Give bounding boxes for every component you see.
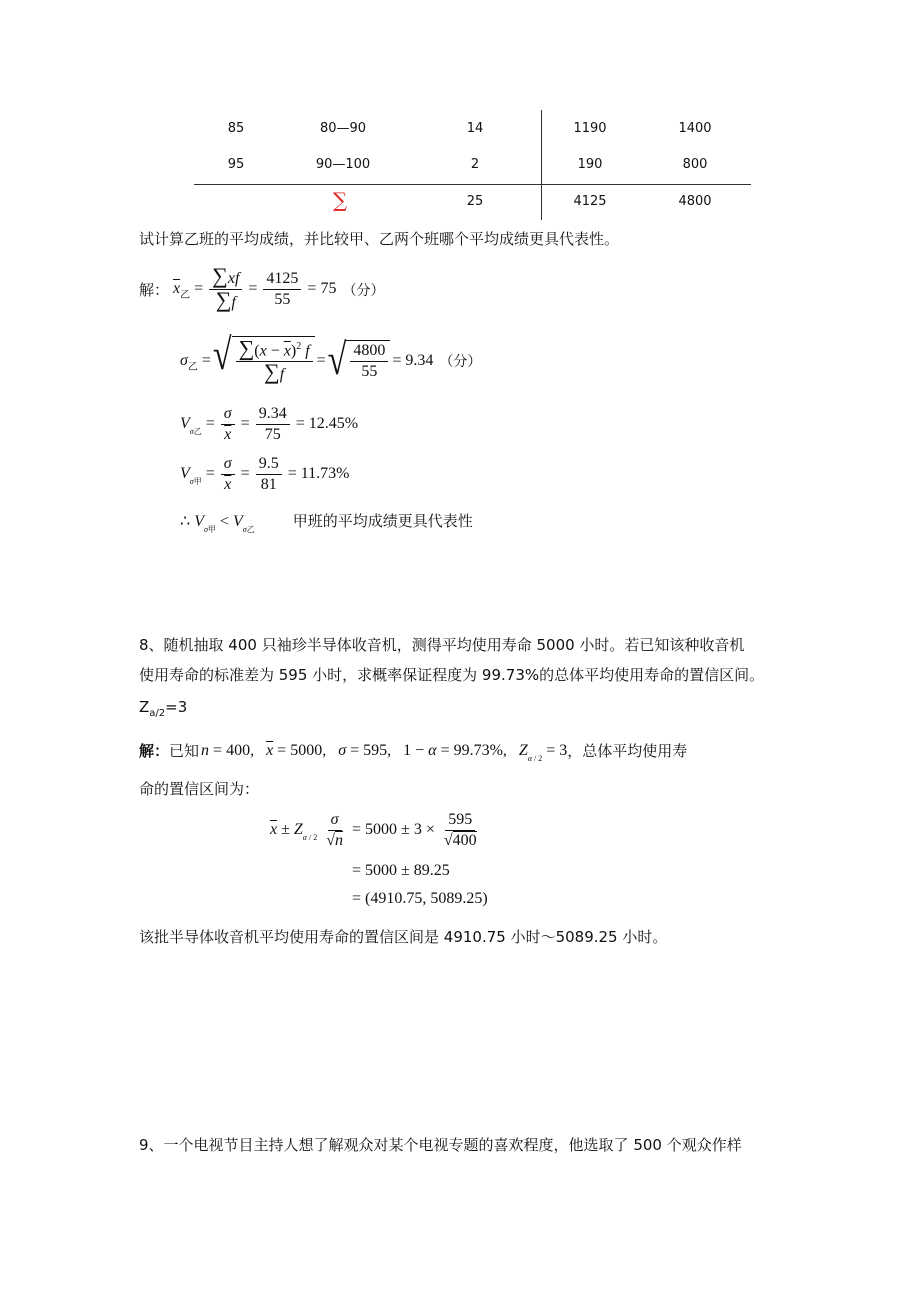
q7-mean-formula: 解： $\overline{x}_乙$ = $\frac{\sum xf}{\sum f}$ = $\frac{4125}{55}$ = 75 （分） [139,263,385,312]
q7-prompt: 试计算乙班的平均成绩，并比较甲、乙两个班哪个平均成绩更具代表性。 [139,230,620,248]
table-sum-symbol: ∑ [332,188,348,212]
solution-label: 解： [139,281,170,299]
v-yi-numerator: 9.34 [256,404,290,425]
table-cell: 25 [466,194,484,209]
z-equals: 3 [559,741,568,759]
table-cell: 1400 [678,121,712,136]
z-label: Z [139,698,150,716]
v-subscript: 甲 [193,477,202,487]
q9-line1: 9、一个电视节目主持人想了解观众对某个电视专题的喜欢程度，他选取了 500 个观众作样 [139,1136,742,1154]
table-cell: 95 [227,157,245,172]
solution-label: 解： [139,742,170,760]
q7-v-yi-formula: $V_{\sigma 乙}$ = $\frac{\sigma}{x}$ = $\frac{9.34}{75}$ = 12.45% [180,405,359,443]
table-cell: 800 [682,157,708,172]
table-cell: 1190 [573,121,607,136]
sd-denominator: 55 [361,362,378,380]
v-yi-value: 12.45% [308,415,359,433]
mean-numerator: 4125 [263,269,301,290]
q8-line1: 8、随机抽取 400 只袖珍半导体收音机，测得平均使用寿命 5000 小时。若已知该种收音机 [139,636,745,654]
table-cell: 90—100 [315,157,371,172]
v-yi-denominator: 75 [264,426,281,443]
v-subscript: 乙 [193,427,202,437]
table-cell: 85 [227,121,245,136]
sd-value: 9.34 [405,351,434,369]
known-suffix: ，总体平均使用寿 [567,742,688,760]
mean-subscript: 乙 [180,290,191,302]
z-subscript: a/2 [149,708,166,719]
table-total-rule [194,184,751,185]
n-value: 400 [226,741,251,759]
q8-line2: 使用寿命的标准差为 595 小时，求概率保证程度为 99.73%的总体平均使用寿命的置信区间。 [139,666,765,684]
table-vertical-divider [541,110,542,220]
table-cell: 2 [470,157,480,172]
mean-value: 5000 [290,741,323,759]
q8-known: 解： 已知 n = 400, $\overline{x} = 5000$, σ = 595, 1 − α = 99.73%, $Z_{\alpha / 2} = 3$ ，总体平均使用寿 [139,741,688,763]
calc-prefix: 5000 ± 3 × [365,821,435,839]
q7-v-jia-formula: $V_{\sigma 甲}$ = $\frac{\sigma}{x}$ = $\frac{9.5}{81}$ = 11.73% [180,455,350,493]
q7-sd-formula: $\sigma_乙$ = √ $\frac{\sum(x - \overline{x})^2 f}{\sum f}$ = √ $\frac{4800}{55}$ = 9.34 （分） [180,331,482,385]
mean-value: 75 [320,280,337,298]
unit-label: （分） [439,353,482,370]
q8-z-given [139,696,187,721]
unit-label: （分） [342,282,385,299]
confidence-value: 99.73% [453,741,503,759]
q8-calc-line1: $\overline{x} \pm Z_{\alpha / 2}$ $\frac{\sigma}{√n}$ = 5000 ± 3 × $\frac{595}{√400}$ [270,811,477,849]
table-cell: 190 [577,157,603,172]
sigma-value: 595 [363,741,388,759]
v-jia-value: 11.73% [300,465,350,483]
mean-denominator: 55 [274,291,291,308]
z-value: =3 [165,698,188,716]
table-cell: 4800 [678,194,712,209]
q7-conclusion: ∴ $V_{\sigma 甲} < V_{\sigma 乙}$ 甲班的平均成绩更具代表性 [180,512,473,534]
q8-calc-line2: = 5000 ± 89.25 [352,862,450,879]
table-cell: 80—90 [319,121,367,136]
calc-denominator: 400 [452,832,477,849]
v-jia-denominator: 81 [260,476,277,493]
table-cell: 14 [466,121,484,136]
v-jia-numerator: 9.5 [256,454,282,475]
conclusion-text: 甲班的平均成绩更具代表性 [292,512,473,530]
calc-numerator: 595 [445,810,475,831]
known-prefix: 已知 [169,742,200,760]
q8-conclusion: 该批半导体收音机平均使用寿命的置信区间是 4910.75 小时～5089.25 小时。 [139,928,668,946]
table-cell: 4125 [573,194,607,209]
q8-line-cont: 命的置信区间为： [139,780,260,798]
sd-numerator: 4800 [350,341,388,362]
q8-calc-line3: = (4910.75, 5089.25) [352,890,488,907]
